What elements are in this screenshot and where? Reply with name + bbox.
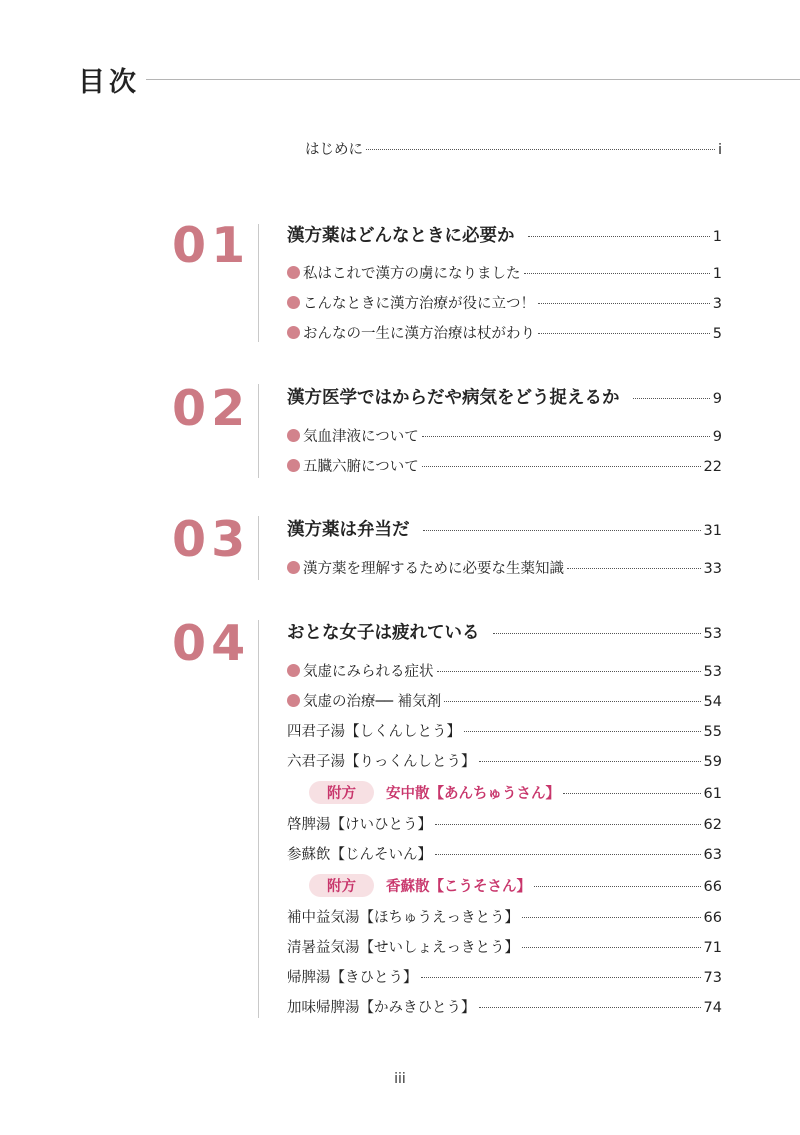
- bullet-icon: [287, 326, 300, 339]
- leader-dots: [633, 397, 710, 399]
- toc-entry-supplement[interactable]: [287, 874, 722, 897]
- toc-entry-page: 54: [703, 694, 722, 710]
- toc-entry[interactable]: [287, 720, 722, 741]
- chapter-divider: [258, 516, 259, 580]
- toc-entry[interactable]: [287, 425, 722, 446]
- supplement-badge: 附方: [309, 874, 374, 897]
- bullet-icon: [287, 266, 300, 279]
- toc-entry-page: 22: [703, 459, 722, 475]
- toc-entry-supplement[interactable]: [287, 781, 722, 804]
- toc-section-heading[interactable]: [287, 222, 722, 247]
- toc-entry[interactable]: [287, 690, 722, 711]
- leader-dots: [538, 332, 710, 334]
- toc-entry-page: 59: [703, 754, 722, 770]
- toc-entry-page: 9: [712, 391, 722, 407]
- leader-dots: [423, 529, 701, 531]
- page-title: 目次: [78, 67, 140, 98]
- leader-dots: [534, 885, 701, 887]
- toc-entry-page: 9: [712, 429, 722, 445]
- leader-dots: [522, 916, 701, 918]
- toc-entry[interactable]: [287, 906, 722, 927]
- bullet-icon: [287, 296, 300, 309]
- toc-entry-label: 四君子湯【しくんしとう】: [287, 724, 461, 740]
- toc-entry-page: 5: [712, 326, 722, 342]
- chapter-number: 04: [172, 615, 251, 672]
- leader-dots: [437, 670, 701, 672]
- page-number: iii: [394, 1071, 406, 1087]
- toc-entry-page: 74: [703, 1000, 722, 1016]
- toc-entry-page: 33: [703, 561, 722, 577]
- toc-entry[interactable]: [287, 262, 722, 283]
- bullet-icon: [287, 459, 300, 472]
- toc-entry-page: 71: [703, 940, 722, 956]
- bullet-icon: [287, 429, 300, 442]
- toc-entry-label: 加味帰脾湯【かみきひとう】: [287, 1000, 476, 1016]
- toc-entry-page: 73: [703, 970, 722, 986]
- toc-entry-label: 帰脾湯【きひとう】: [287, 970, 418, 986]
- toc-entry-label: こんなときに漢方治療が役に立つ！: [287, 292, 535, 313]
- leader-dots: [435, 853, 701, 855]
- toc-section-heading[interactable]: [287, 384, 722, 409]
- chapter-number: 02: [172, 380, 251, 437]
- toc-entry-page: 66: [703, 910, 722, 926]
- toc-entry-label: 清暑益気湯【せいしょえっきとう】: [287, 940, 519, 956]
- chapter-number: 03: [172, 511, 251, 568]
- toc-entry[interactable]: [287, 292, 722, 313]
- toc-entry-page: 55: [703, 724, 722, 740]
- toc-entry-label: 漢方薬を理解するために必要な生薬知識: [287, 557, 564, 578]
- toc-entry-label: 漢方薬はどんなときに必要か: [287, 226, 515, 246]
- toc-entry-label: 漢方医学ではからだや病気をどう捉えるか: [287, 388, 620, 408]
- leader-dots: [422, 435, 710, 437]
- toc-entry-intro[interactable]: [305, 138, 722, 159]
- leader-dots: [522, 946, 701, 948]
- toc-section-heading[interactable]: [287, 516, 722, 541]
- toc-entry-label: おとな女子は疲れている: [287, 623, 480, 643]
- toc-entry-page: 1: [712, 266, 722, 282]
- chapter-divider: [258, 224, 259, 342]
- toc-entry-label: 私はこれで漢方の虜になりました: [287, 262, 521, 283]
- leader-dots: [563, 792, 701, 794]
- supplement-badge: 附方: [309, 781, 374, 804]
- toc-entry-label: 漢方薬は弁当だ: [287, 520, 410, 540]
- bullet-icon: [287, 561, 300, 574]
- chapter-number: 01: [172, 217, 251, 274]
- leader-dots: [479, 760, 701, 762]
- leader-dots: [421, 976, 701, 978]
- toc-entry[interactable]: [287, 813, 722, 834]
- toc-entry-page: 61: [703, 786, 722, 802]
- leader-dots: [538, 302, 710, 304]
- toc-entry[interactable]: [287, 557, 722, 578]
- toc-entry-label: 気虚にみられる症状: [287, 660, 434, 681]
- toc-entry-label: 附方 香蘇散【こうそさん】: [287, 874, 531, 897]
- toc-entry-label: 五臓六腑について: [287, 455, 419, 476]
- leader-dots: [524, 272, 710, 274]
- leader-dots: [528, 235, 710, 237]
- toc-entry-label: 気血津液について: [287, 425, 419, 446]
- toc-entry-label: 六君子湯【りっくんしとう】: [287, 754, 476, 770]
- toc-entry[interactable]: [287, 322, 722, 343]
- toc-entry-label: おんなの一生に漢方治療は杖がわり: [287, 322, 535, 343]
- leader-dots: [479, 1006, 701, 1008]
- chapter-divider: [258, 384, 259, 478]
- toc-entry-page: 31: [703, 523, 722, 539]
- leader-dots: [444, 700, 700, 702]
- toc-entry-label: 気虚の治療── 補気剤: [287, 690, 441, 711]
- title-rule: [146, 79, 800, 80]
- leader-dots: [493, 632, 701, 634]
- leader-dots: [464, 730, 701, 732]
- bullet-icon: [287, 694, 300, 707]
- toc-section-heading[interactable]: [287, 619, 722, 644]
- toc-entry-page: 63: [703, 847, 722, 863]
- toc-entry[interactable]: [287, 455, 722, 476]
- chapter-divider: [258, 620, 259, 1018]
- toc-entry-page: 53: [703, 664, 722, 680]
- leader-dots: [422, 465, 701, 467]
- toc-entry[interactable]: [287, 750, 722, 771]
- toc-entry[interactable]: [287, 843, 722, 864]
- toc-entry[interactable]: [287, 966, 722, 987]
- toc-entry-page: 3: [712, 296, 722, 312]
- bullet-icon: [287, 664, 300, 677]
- toc-entry-label: はじめに: [305, 142, 363, 158]
- toc-entry-label: 附方 安中散【あんちゅうさん】: [287, 781, 560, 804]
- toc-entry-page: 62: [703, 817, 722, 833]
- toc-entry-page: i: [717, 142, 722, 158]
- leader-dots: [366, 148, 715, 150]
- leader-dots: [435, 823, 701, 825]
- toc-entry[interactable]: [287, 996, 722, 1017]
- toc-entry[interactable]: [287, 936, 722, 957]
- toc-entry-label: 補中益気湯【ほちゅうえっきとう】: [287, 910, 519, 926]
- leader-dots: [567, 567, 701, 569]
- toc-entry-page: 53: [703, 626, 722, 642]
- toc-entry[interactable]: [287, 660, 722, 681]
- toc-entry-label: 参蘇飲【じんそいん】: [287, 847, 432, 863]
- toc-entry-label: 啓脾湯【けいひとう】: [287, 817, 432, 833]
- toc-entry-page: 66: [703, 879, 722, 895]
- toc-entry-page: 1: [712, 229, 722, 245]
